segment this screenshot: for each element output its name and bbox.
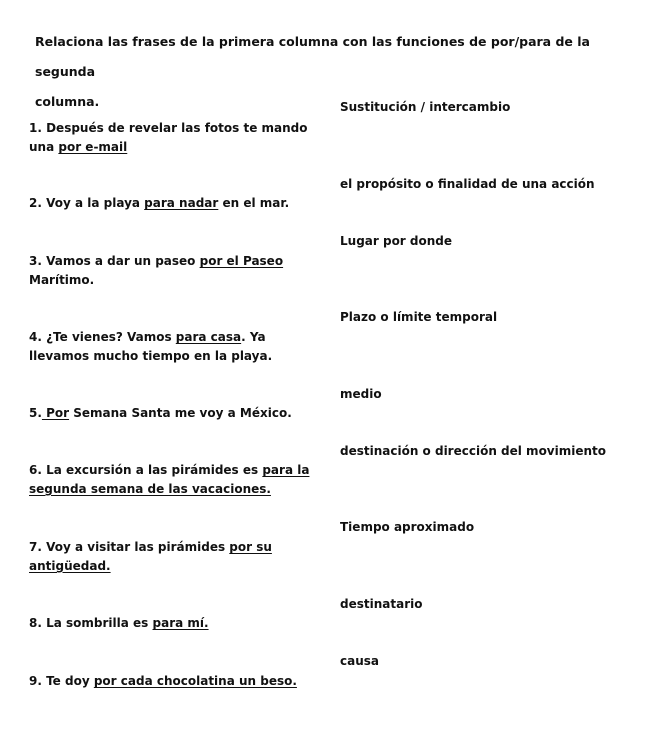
sentence-item-2 bbox=[29, 194, 289, 213]
sentence-text: Después de revelar las fotos te mando bbox=[46, 121, 308, 135]
sentence-text: Voy a la playa bbox=[46, 196, 145, 210]
sentence-number: 2. bbox=[29, 196, 47, 210]
function-item-1: Sustitución / intercambio bbox=[340, 100, 511, 114]
sentence-text: . Ya bbox=[241, 330, 266, 344]
sentence-text: La sombrilla es bbox=[46, 616, 153, 630]
function-item-6: destinación o dirección del movimiento bbox=[340, 444, 607, 458]
sentence-number: 3. bbox=[29, 254, 47, 268]
instruction-line-2: columna. bbox=[35, 94, 100, 109]
underlined-phrase: para casa bbox=[175, 330, 242, 344]
sentence-text: Te doy bbox=[46, 674, 94, 688]
sentence-item-9 bbox=[29, 672, 297, 691]
sentence-item-8 bbox=[29, 614, 209, 633]
sentence-number: 6. bbox=[29, 463, 47, 477]
sentence-number: 1. bbox=[29, 121, 47, 135]
sentence-text: Marítimo. bbox=[29, 273, 95, 287]
sentence-text: Semana Santa me voy a México. bbox=[69, 406, 292, 420]
sentence-item-7 bbox=[29, 538, 272, 576]
sentence-text: Voy a visitar las pirámides bbox=[46, 540, 230, 554]
underlined-phrase: por el Paseo bbox=[199, 254, 284, 268]
function-item-4: Plazo o límite temporal bbox=[340, 310, 498, 324]
function-item-8: destinatario bbox=[340, 597, 423, 611]
sentence-text: La excursión a las pirámides es bbox=[46, 463, 263, 477]
sentence-text: una bbox=[29, 140, 59, 154]
underlined-phrase: segunda semana de las vacaciones. bbox=[29, 482, 271, 496]
function-item-3: Lugar por donde bbox=[340, 234, 453, 248]
sentence-number: 7. bbox=[29, 540, 47, 554]
sentence-text: llevamos mucho tiempo en la playa. bbox=[29, 349, 273, 363]
function-item-9: causa bbox=[340, 654, 379, 668]
function-item-7: Tiempo aproximado bbox=[340, 520, 475, 534]
instruction-line-1: Relaciona las frases de la primera columna con las funciones de por/para de la segunda bbox=[35, 34, 590, 79]
sentence-text: Vamos a dar un paseo bbox=[46, 254, 200, 268]
sentence-text: ¿Te vienes? Vamos bbox=[46, 330, 176, 344]
sentence-number: 9. bbox=[29, 674, 47, 688]
underlined-phrase: por cada chocolatina un beso. bbox=[93, 674, 297, 688]
function-item-2: el propósito o finalidad de una acción bbox=[340, 177, 595, 191]
underlined-phrase: por su bbox=[229, 540, 272, 554]
sentence-item-3 bbox=[29, 252, 283, 290]
underlined-phrase: antigüedad. bbox=[29, 559, 111, 573]
sentence-text: en el mar. bbox=[218, 196, 290, 210]
sentence-item-5 bbox=[29, 404, 292, 423]
sentence-item-6 bbox=[29, 461, 309, 499]
sentence-number: 5. bbox=[29, 406, 42, 420]
sentence-number: 8. bbox=[29, 616, 47, 630]
underlined-phrase: para la bbox=[262, 463, 310, 477]
underlined-phrase: Por bbox=[41, 406, 70, 420]
sentence-item-1 bbox=[29, 119, 308, 157]
underlined-phrase: para mí. bbox=[152, 616, 209, 630]
sentence-item-4 bbox=[29, 328, 272, 366]
underlined-phrase: para nadar bbox=[144, 196, 219, 210]
function-item-5: medio bbox=[340, 387, 382, 401]
sentence-number: 4. bbox=[29, 330, 47, 344]
underlined-phrase: por e-mail bbox=[58, 140, 128, 154]
